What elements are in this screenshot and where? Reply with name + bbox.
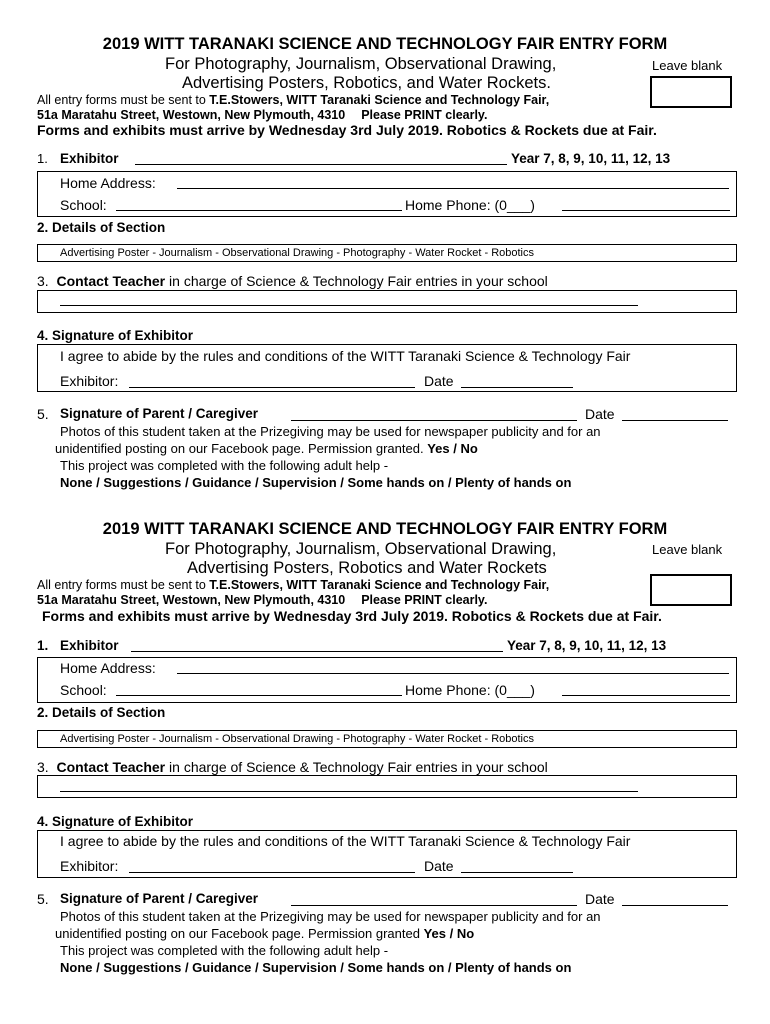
form-subtitle-line1: For Photography, Journalism, Observational Drawing,	[165, 540, 557, 558]
parent-date-field[interactable]	[622, 905, 728, 906]
home-address-label: Home Address:	[60, 660, 156, 676]
address-line	[37, 108, 487, 122]
exhibitor-signature-label: Exhibitor:	[60, 373, 119, 389]
permission-yes-no[interactable]: Yes / No	[423, 926, 475, 941]
signature-of-exhibitor-label: 4. Signature of Exhibitor	[37, 814, 194, 829]
address-line	[37, 593, 487, 607]
sent-recipient: T.E.Stowers, WITT Taranaki Science and Technology Fair,	[209, 578, 550, 592]
leave-blank-box	[650, 574, 732, 606]
exhibitor-name-field[interactable]	[131, 651, 503, 652]
contact-teacher-box	[37, 775, 737, 798]
photos-consent-line2	[55, 441, 478, 456]
deadline-note: Forms and exhibits must arrive by Wednesday 3rd July 2019. Robotics & Rockets due at Fair.	[37, 122, 657, 138]
postal-address: 51a Maratahu Street, Westown, New Plymouth, 4310	[37, 108, 346, 122]
print-clearly-note: Please PRINT clearly.	[361, 108, 488, 122]
home-address-label: Home Address:	[60, 175, 156, 191]
exhibitor-signature-field[interactable]	[129, 387, 415, 388]
agree-text: I agree to abide by the rules and conditions of the WITT Taranaki Science & Technology Fair	[60, 348, 631, 364]
exhibitor-label: Exhibitor	[60, 638, 119, 653]
contact-teacher-box	[37, 290, 737, 313]
adult-help-text: This project was completed with the following adult help -	[60, 943, 389, 958]
form-title: 2019 WITT TARANAKI SCIENCE AND TECHNOLOGY FAIR ENTRY FORM	[102, 520, 668, 538]
photos-consent-text: unidentified posting on our Facebook page. Permission granted.	[55, 441, 424, 456]
year-options[interactable]: Year 7, 8, 9, 10, 11, 12, 13	[507, 638, 667, 653]
contact-teacher-desc: in charge of Science & Technology Fair entries in your school	[165, 273, 548, 289]
adult-help-options[interactable]: None / Suggestions / Guidance / Supervision / Some hands on / Plenty of hands on	[60, 475, 572, 490]
sent-recipient: T.E.Stowers, WITT Taranaki Science and Technology Fair,	[209, 93, 550, 107]
exhibitor-signature-field[interactable]	[129, 872, 415, 873]
parent-number: 5.	[37, 406, 49, 422]
photos-consent-line1: Photos of this student taken at the Prizegiving may be used for newspaper publicity and for an	[60, 424, 601, 439]
section-options[interactable]: Advertising Poster - Journalism - Observational Drawing - Photography - Water Rocket - Robotics	[60, 247, 534, 259]
parent-signature-label: Signature of Parent / Caregiver	[60, 891, 259, 906]
parent-date-label: Date	[585, 891, 615, 907]
contact-teacher-label: Contact Teacher	[56, 759, 166, 775]
exhibitor-number: 1.	[37, 638, 49, 653]
parent-date-label: Date	[585, 406, 615, 422]
section-options[interactable]: Advertising Poster - Journalism - Observational Drawing - Photography - Water Rocket - Robotics	[60, 733, 534, 745]
permission-yes-no[interactable]: Yes / No	[427, 441, 478, 456]
parent-number: 5.	[37, 891, 49, 907]
form-subtitle-line2: Advertising Posters, Robotics and Water Rockets	[187, 559, 547, 577]
home-phone-field[interactable]	[562, 695, 730, 696]
photos-consent-line2	[55, 926, 474, 941]
sent-prefix: All entry forms must be sent to	[37, 578, 210, 592]
home-phone-label: Home Phone: (0___)	[405, 197, 535, 213]
exhibitor-date-field[interactable]	[461, 387, 573, 388]
adult-help-text: This project was completed with the following adult help -	[60, 458, 389, 473]
exhibitor-date-label: Date	[424, 858, 454, 874]
parent-signature-field[interactable]	[291, 905, 577, 906]
exhibitor-label: Exhibitor	[60, 151, 119, 166]
contact-teacher-line	[37, 273, 548, 289]
form-title: 2019 WITT TARANAKI SCIENCE AND TECHNOLOGY FAIR ENTRY FORM	[102, 35, 668, 53]
contact-teacher-desc: in charge of Science & Technology Fair entries in your school	[165, 759, 548, 775]
school-field[interactable]	[116, 695, 402, 696]
school-field[interactable]	[116, 210, 402, 211]
parent-signature-label: Signature of Parent / Caregiver	[60, 406, 259, 421]
contact-number: 3.	[37, 759, 49, 775]
leave-blank-label: Leave blank	[652, 58, 723, 73]
school-label: School:	[60, 197, 107, 213]
leave-blank-box	[650, 76, 732, 108]
signature-of-exhibitor-label: 4. Signature of Exhibitor	[37, 328, 194, 343]
school-label: School:	[60, 682, 107, 698]
sent-to-line	[37, 578, 549, 592]
deadline-note: Forms and exhibits must arrive by Wednesday 3rd July 2019. Robotics & Rockets due at Fair.	[42, 608, 662, 624]
home-address-field[interactable]	[177, 188, 729, 189]
sent-prefix: All entry forms must be sent to	[37, 93, 210, 107]
contact-teacher-label: Contact Teacher	[56, 273, 166, 289]
photos-consent-text: unidentified posting on our Facebook page. Permission granted	[55, 926, 420, 941]
contact-teacher-line	[37, 759, 548, 775]
home-phone-label: Home Phone: (0___)	[405, 682, 535, 698]
postal-address: 51a Maratahu Street, Westown, New Plymouth, 4310	[37, 593, 346, 607]
photos-consent-line1: Photos of this student taken at the Prizegiving may be used for newspaper publicity and for an	[60, 909, 601, 924]
details-of-section-label: 2. Details of Section	[37, 705, 166, 720]
agree-text: I agree to abide by the rules and conditions of the WITT Taranaki Science & Technology Fair	[60, 833, 631, 849]
adult-help-options[interactable]: None / Suggestions / Guidance / Supervision / Some hands on / Plenty of hands on	[60, 960, 572, 975]
details-of-section-label: 2. Details of Section	[37, 220, 166, 235]
form-subtitle-line1: For Photography, Journalism, Observational Drawing,	[165, 55, 557, 73]
exhibitor-number: 1.	[37, 151, 48, 166]
exhibitor-date-field[interactable]	[461, 872, 573, 873]
parent-date-field[interactable]	[622, 420, 728, 421]
home-phone-field[interactable]	[562, 210, 730, 211]
print-clearly-note: Please PRINT clearly.	[361, 593, 488, 607]
home-address-field[interactable]	[177, 673, 729, 674]
exhibitor-name-field[interactable]	[135, 164, 507, 165]
exhibitor-signature-label: Exhibitor:	[60, 858, 119, 874]
exhibitor-date-label: Date	[424, 373, 454, 389]
contact-number: 3.	[37, 273, 49, 289]
form-subtitle-line2: Advertising Posters, Robotics, and Water Rockets.	[182, 74, 551, 92]
sent-to-line	[37, 93, 549, 107]
year-options[interactable]: Year 7, 8, 9, 10, 11, 12, 13	[511, 151, 671, 166]
parent-signature-field[interactable]	[291, 420, 577, 421]
leave-blank-label: Leave blank	[652, 542, 723, 557]
